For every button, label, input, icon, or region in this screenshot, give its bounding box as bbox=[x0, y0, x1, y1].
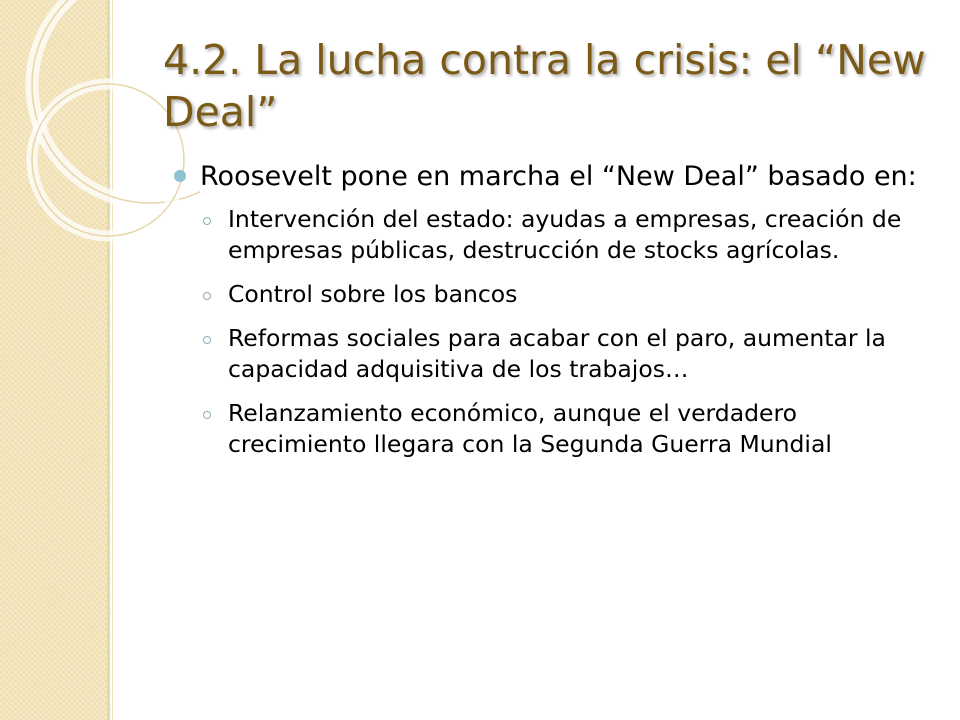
sub-bullet-item bbox=[170, 398, 930, 460]
sub-bullet-list bbox=[170, 204, 930, 460]
slide-content bbox=[170, 160, 930, 473]
main-bullet-text: Roosevelt pone en marcha el “New Deal” basado en: bbox=[200, 161, 917, 192]
sub-bullet-item bbox=[170, 323, 930, 385]
bullet-dot-icon bbox=[174, 170, 186, 182]
sub-bullet-text: Intervención del estado: ayudas a empresas, creación de empresas públicas, destrucción de stocks agrícolas. bbox=[228, 205, 902, 264]
bullet-ring-icon bbox=[203, 292, 211, 300]
sub-bullet-text: Control sobre los bancos bbox=[228, 280, 518, 308]
sub-bullet-text: Reformas sociales para acabar con el paro, aumentar la capacidad adquisitiva de los trabajos… bbox=[228, 324, 886, 383]
sub-bullet-item bbox=[170, 279, 930, 310]
bullet-ring-icon bbox=[203, 336, 211, 344]
sub-bullet-text: Relanzamiento económico, aunque el verdadero crecimiento llegara con la Segunda Guerra Mundial bbox=[228, 399, 832, 458]
bullet-ring-icon bbox=[203, 217, 211, 225]
main-bullet bbox=[170, 160, 930, 194]
slide-title: 4.2. La lucha contra la crisis: el “New Deal” bbox=[163, 36, 926, 136]
bullet-ring-icon bbox=[203, 411, 211, 419]
sub-bullet-item bbox=[170, 204, 930, 266]
